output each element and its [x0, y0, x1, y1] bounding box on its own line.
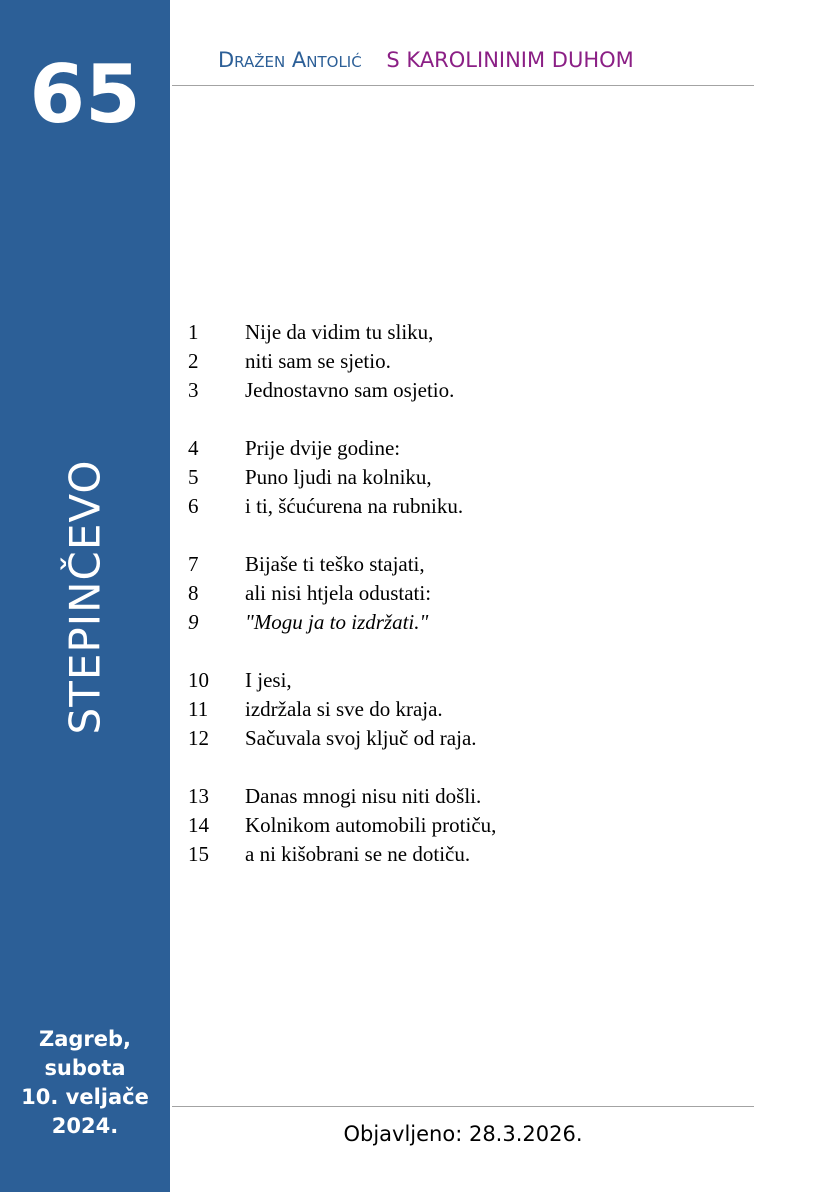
poem-line — [188, 666, 496, 695]
poem-line — [188, 463, 496, 492]
poem-line — [188, 376, 496, 405]
line-text: Bijaše ti teško stajati, — [245, 552, 425, 576]
line-text: Nije da vidim tu sliku, — [245, 320, 434, 344]
line-text: Jednostavno sam osjetio. — [245, 378, 455, 402]
line-number: 9 — [188, 610, 199, 634]
poem-line — [188, 492, 496, 521]
line-number: 6 — [188, 494, 199, 518]
line-number: 13 — [188, 784, 209, 808]
poem-line — [188, 695, 496, 724]
poem-line — [188, 434, 496, 463]
date-line-weekday: subota — [44, 1056, 126, 1080]
line-number: 12 — [188, 726, 209, 750]
line-number: 8 — [188, 581, 199, 605]
line-text: izdržala si sve do kraja. — [245, 697, 443, 721]
poem-body — [188, 318, 496, 898]
line-text: ali nisi htjela odustati: — [245, 581, 432, 605]
line-number: 4 — [188, 436, 199, 460]
line-number: 1 — [188, 320, 199, 344]
line-text: Sačuvala svoj ključ od raja. — [245, 726, 477, 750]
line-number: 11 — [188, 697, 209, 721]
line-text: i ti, šćućurena na rubniku. — [245, 494, 464, 518]
stanza — [188, 782, 496, 869]
poem-line — [188, 811, 496, 840]
poem-line — [188, 840, 496, 869]
line-text: Danas mnogi nisu niti došli. — [245, 784, 482, 808]
line-text: "Mogu ja to izdržati." — [245, 610, 429, 634]
line-number: 3 — [188, 378, 199, 402]
author-name: Dražen Antolić — [218, 48, 362, 72]
poem-line — [188, 550, 496, 579]
stanza — [188, 666, 496, 753]
line-number: 14 — [188, 813, 209, 837]
poem-line — [188, 579, 496, 608]
poem-line — [188, 724, 496, 753]
poem-line — [188, 347, 496, 376]
footer-divider — [172, 1106, 754, 1107]
poem-line — [188, 318, 496, 347]
book-title: S KAROLININIM DUHOM — [386, 48, 634, 72]
line-text: Prije dvije godine: — [245, 436, 401, 460]
line-text: I jesi, — [245, 668, 292, 692]
stanza — [188, 434, 496, 521]
sidebar — [0, 0, 170, 1192]
line-text: niti sam se sjetio. — [245, 349, 391, 373]
line-number: 5 — [188, 465, 199, 489]
line-number: 7 — [188, 552, 199, 576]
line-text: Puno ljudi na kolniku, — [245, 465, 432, 489]
header-divider — [172, 85, 754, 86]
line-number: 15 — [188, 842, 209, 866]
date-block — [0, 1025, 170, 1141]
publication-date: Objavljeno: 28.3.2026. — [343, 1122, 583, 1146]
line-number: 2 — [188, 349, 199, 373]
line-text: Kolnikom automobili protiču, — [245, 813, 497, 837]
date-line-day-month: 10. veljače — [21, 1085, 149, 1109]
date-line-year: 2024. — [51, 1114, 119, 1138]
line-number: 10 — [188, 668, 209, 692]
date-line-place: Zagreb, — [38, 1027, 132, 1051]
page-header — [218, 46, 634, 74]
line-text: a ni kišobrani se ne dotiču. — [245, 842, 471, 866]
page-number: 65 — [29, 48, 141, 141]
poem-title: STEPINČEVO — [60, 459, 110, 735]
stanza — [188, 318, 496, 405]
poem-line — [188, 782, 496, 811]
stanza — [188, 550, 496, 637]
poem-line-quoted — [188, 608, 496, 637]
